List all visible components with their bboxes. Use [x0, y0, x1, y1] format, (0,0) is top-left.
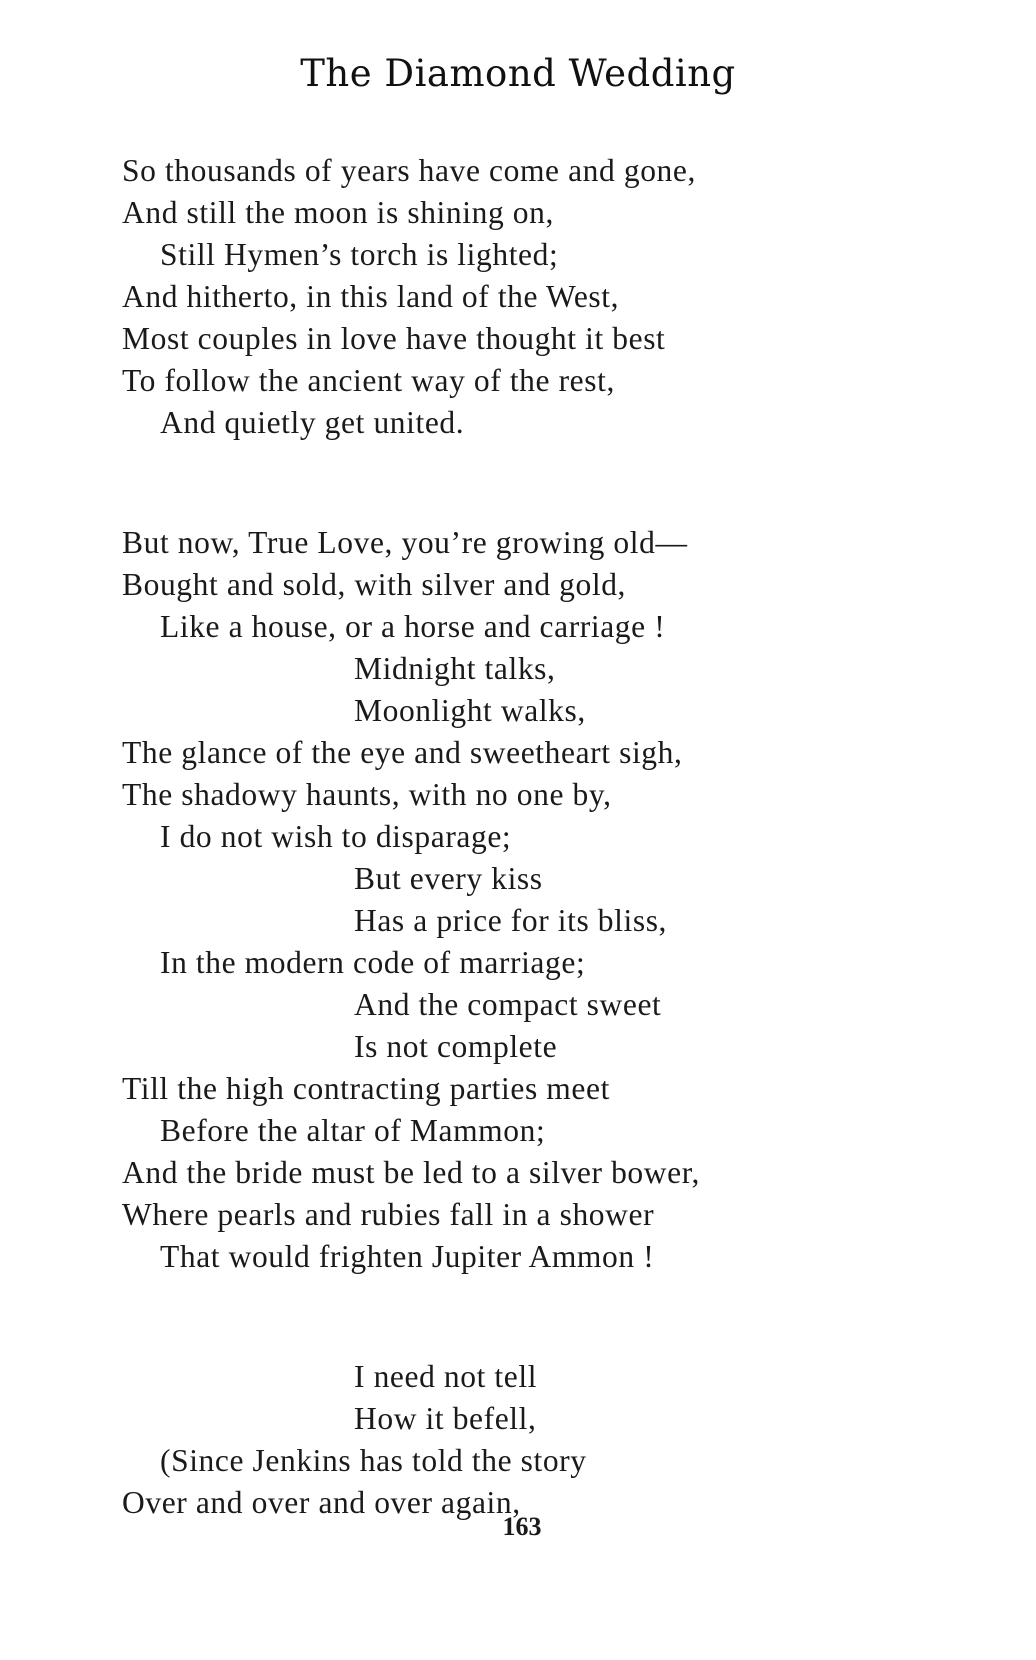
poem-line: And quietly get united.	[160, 405, 465, 440]
poem-line: And the bride must be led to a silver bower,	[122, 1155, 701, 1190]
poem-line: That would frighten Jupiter Ammon !	[160, 1239, 655, 1274]
poem-line: Like a house, or a horse and carriage !	[160, 609, 666, 644]
poem-line: How it befell,	[354, 1401, 537, 1436]
poem-line: Still Hymen’s torch is lighted;	[160, 237, 559, 272]
poem-line: Till the high contracting parties meet	[122, 1071, 610, 1106]
poem-line: And hitherto, in this land of the West,	[122, 279, 620, 314]
poem-line: In the modern code of marriage;	[160, 945, 586, 980]
poem-line: (Since Jenkins has told the story	[160, 1443, 587, 1478]
poem-body	[122, 150, 1022, 1524]
poem-line: I need not tell	[354, 1359, 538, 1394]
poem-line: I do not wish to disparage;	[160, 819, 512, 854]
poem-line: Bought and sold, with silver and gold,	[122, 567, 627, 602]
poem-line: But now, True Love, you’re growing old—	[122, 525, 688, 560]
poem-line: Has a price for its bliss,	[354, 903, 668, 938]
poem-line: And still the moon is shining on,	[122, 195, 554, 230]
stanza	[122, 522, 1022, 1278]
poem-line: The shadowy haunts, with no one by,	[122, 777, 612, 812]
poem-line: Before the altar of Mammon;	[160, 1113, 546, 1148]
poem-line: Over and over and over again,	[122, 1485, 521, 1520]
poem-line: Moonlight walks,	[354, 693, 586, 728]
page-title: The Diamond Wedding	[300, 52, 736, 95]
poem-line: To follow the ancient way of the rest,	[122, 363, 615, 398]
poem-line: Is not complete	[354, 1029, 558, 1064]
poem-line: Most couples in love have thought it best	[122, 321, 666, 356]
poem-line: Midnight talks,	[354, 651, 556, 686]
poem-line: And the compact sweet	[354, 987, 662, 1022]
poem-line: But every kiss	[354, 861, 543, 896]
poem-line: The glance of the eye and sweetheart sigh,	[122, 735, 683, 770]
page-number: 163	[502, 1512, 542, 1541]
stanza	[122, 150, 1022, 444]
stanza	[122, 1356, 1022, 1524]
poem-line: Where pearls and rubies fall in a shower	[122, 1197, 655, 1232]
poem-line: So thousands of years have come and gone,	[122, 153, 696, 188]
